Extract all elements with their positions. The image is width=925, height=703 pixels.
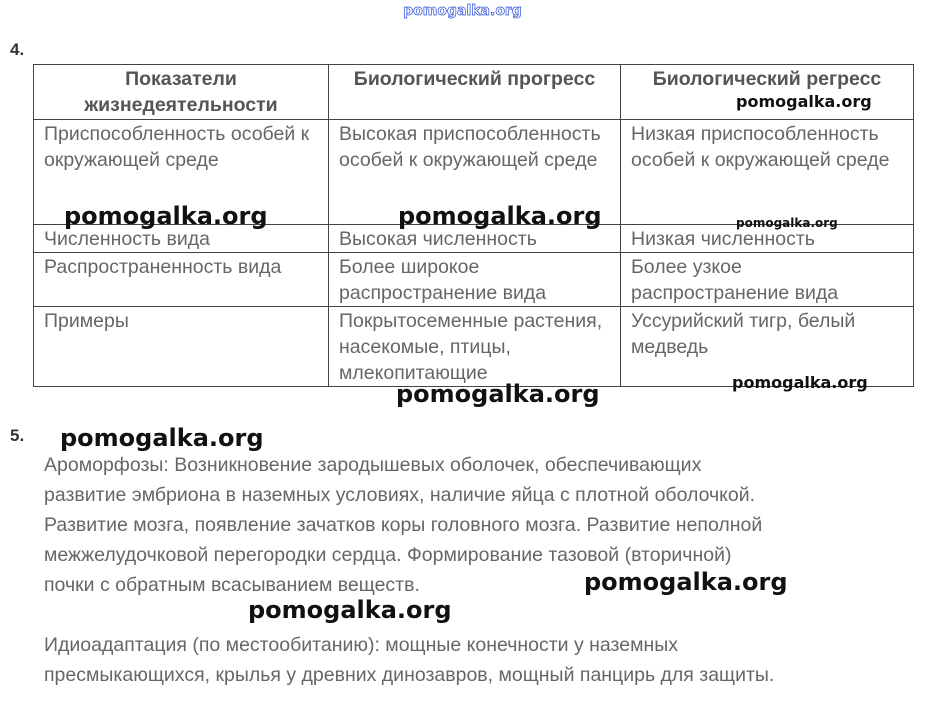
text-line: пресмыкающихся, крылья у древних динозавров, мощный панцирь для защиты. (44, 664, 775, 686)
table-cell: Распространенность вида (34, 253, 329, 307)
watermark: pomogalka.org (584, 568, 788, 596)
watermark: pomogalka.org (398, 202, 602, 230)
table-cell: Приспособленность особей к окружающей среде (34, 120, 329, 225)
task-5-number: 5. (10, 426, 25, 445)
text-line: Ароморфозы: Возникновение зародышевых оболочек, обеспечивающих (44, 454, 702, 476)
header-progress: Биологический прогресс (329, 65, 621, 120)
watermark: pomogalka.org (736, 216, 838, 230)
text-line: межжелудочковой перегородки сердца. Формирование тазовой (вторичной) (44, 544, 732, 566)
table-cell: Более широкое распространение вида (329, 253, 621, 307)
table-cell: Высокая приспособленность особей к окружающей среде (329, 120, 621, 225)
table-cell: Примеры (34, 307, 329, 387)
aromorphoses-paragraph (44, 450, 924, 600)
task-4-number: 4. (10, 40, 25, 59)
table-cell: Покрытосеменные растения, насекомые, птицы, млекопитающие (329, 307, 621, 387)
table-cell: Высокая численность (329, 225, 621, 253)
watermark: pomogalka.org (248, 596, 452, 624)
header-regress: Биологический регресс (621, 65, 914, 120)
table-cell: Низкая численность (621, 225, 914, 253)
text-line: Идиоадаптация (по местообитанию): мощные конечности у наземных (44, 634, 679, 656)
watermark: pomogalka.org (736, 92, 872, 111)
watermark: pomogalka.org (732, 373, 868, 392)
table-cell: Более узкое распространение вида (621, 253, 914, 307)
text-line: развитие эмбриона в наземных условиях, наличие яйца с плотной оболочкой. (44, 484, 756, 506)
watermark: pomogalka.org (60, 424, 264, 452)
table-cell: Низкая приспособленность особей к окружающей среде (621, 120, 914, 225)
table-cell: Уссурийский тигр, белый медведь (621, 307, 914, 387)
top-watermark: pomogalka.org (403, 3, 522, 19)
watermark: pomogalka.org (396, 380, 600, 408)
text-line: почки с обратным всасыванием веществ. (44, 574, 420, 596)
idioadaptation-paragraph (44, 630, 924, 690)
watermark: pomogalka.org (64, 202, 268, 230)
table-cell: Численность вида (34, 225, 329, 253)
header-indicators: Показатели жизнедеятельности (34, 65, 329, 120)
table-row (34, 253, 914, 307)
text-line: Развитие мозга, появление зачатков коры головного мозга. Развитие неполной (44, 514, 763, 536)
